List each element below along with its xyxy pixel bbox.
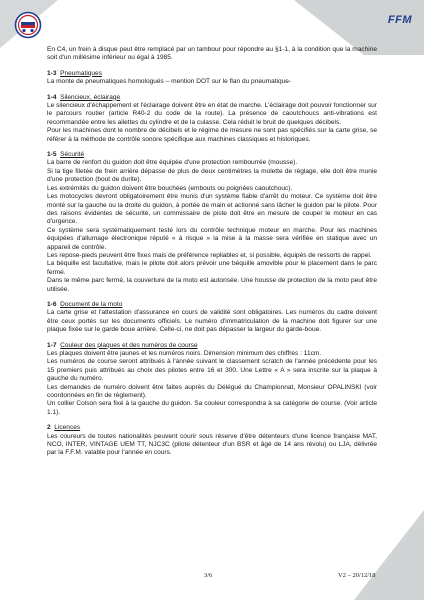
section-paragraph: Les motocycles devront obligatoirement être munis d'un système fiable d'arrêt du moteur. Ce système doit être monté sur la gauche ou la droite du guidon, à portée de main et actionné sans lâcher le guidon par le pilote. Pour des raisons évidentes de sécurité, un commissaire de piste doit être en mesure de couper le moteur en cas d'urgence. (47, 193, 377, 226)
section-heading (47, 424, 377, 432)
section-number: 2 (47, 424, 51, 432)
section-heading (47, 70, 377, 78)
section-heading (47, 301, 377, 309)
section-number: 1-5 (47, 151, 57, 159)
section-number: 1-4 (47, 93, 57, 101)
intro-paragraph: En C4, un frein à disque peut être remplacé par un tambour pour répondre au §1-1, à la condition que la machine soit d'un millésime inférieur ou égal à 1985. (47, 46, 377, 62)
section (47, 301, 377, 335)
section-paragraph: Pour les machines dont le nombre de décibels et le régime de mesure ne sont pas spécifiés sur la carte grise, se référer à la méthode de contrôle sonore spécifique aux machines classiques et historiques. (47, 127, 377, 143)
section-paragraph: Les plaques doivent être jaunes et les numéros noirs. Dimension minimum des chiffres : 11cm. (47, 350, 322, 357)
section-paragraph: La béquille est facultative, mais le pilote doit alors prévoir une béquille amovible pour le placement dans le parc fermé. (47, 260, 377, 276)
section-paragraph: Si la tige filetée de frein arrière dépasse de plus de deux centimètres la molette de réglage, elle doit être munie d'une protection (bout de durite). (47, 167, 377, 184)
section-title: Sécurité (60, 151, 85, 159)
section-number: 1-7 (47, 341, 57, 349)
section-title: Document de la moto (60, 300, 123, 308)
section-paragraph: Ce système sera systématiquement testé lors du contrôle technique moteur en marche. Pour les machines équipées d'allumage électronique réputé « à risque » la mise à la masse sera vérifiée en statique avec un appareil de contrôle. (47, 226, 377, 251)
section (47, 424, 377, 458)
section (47, 94, 377, 144)
section-title: Couleur des plaques et des numéros de course (60, 341, 198, 349)
section (47, 70, 377, 87)
section-paragraph: La barre de renfort du guidon doit être équipée d'une protection rembourrée (mousse). (47, 159, 298, 167)
section-paragraph: Le silencieux d'échappement et l'éclairage doivent être en état de marche. L'éclairage doit pouvoir fonctionner sur le parcours routier (article R40-2 du code de la route). La présence de caoutchoucs anti-vibrations est recommandée entre les ailettes du cylindre et de la culasse. Cela réduit le bruit de quelques décibels. (47, 102, 377, 126)
federation-emblem-logo (14, 11, 42, 39)
section-paragraph: La monte de pneumatiques homologués – mention DOT sur le flan du pneumatique- (47, 78, 292, 86)
section-number: 1-3 (47, 69, 57, 77)
document-body (47, 46, 377, 458)
section-paragraph: Les numéros de course seront attribués à l'année suivant le classement scratch de l'année précédente pour les 15 premiers puis attribués au choix des pilotes entre 16 et 300. Une Lettre « A » sera inscrite sur la plaque à gauche du numéro. (47, 358, 377, 383)
section-paragraph: Les demandes de numéro doivent être faites auprès du Délégué du Championnat, Monsieur OPALINSKI (voir coordonnées en fin de règlement). (47, 383, 377, 400)
section-paragraph: Dans le même parc fermé, la couverture de la moto est autorisée. Une housse de protection de la moto peut être utilisée. (47, 277, 377, 293)
section-heading (47, 151, 377, 159)
section-title: Pneumatiques (60, 69, 102, 77)
section-paragraph: La carte grise et l'attestation d'assurance en cours de validité sont obligatoires. Les numéros du cadre doivent être ceux portés sur les documents officiels. Le numéro d'immatriculation de la machine doit figurer sur une plaque fixée sur le garde boue arrière. Celle-ci, ne doit pas dépasser la largeur du garde-boue. (47, 309, 377, 334)
ffm-logo: FFM (387, 14, 412, 26)
section-heading (47, 94, 377, 102)
corner-decoration-bottom-right (354, 510, 424, 600)
section-title: Licences (54, 424, 81, 432)
section-paragraph: Un collier Colson sera fixé à la gauche du guidon. Sa couleur correspondra à sa catégorie de course. (Voir article 1.1). (47, 400, 377, 416)
section (47, 151, 377, 294)
section (47, 342, 377, 418)
page-number: 3/6 (204, 572, 213, 579)
section-number: 1-6 (47, 300, 57, 308)
document-version: V2 – 20/12/18 (338, 572, 376, 579)
section-paragraph: Les extrémités du guidon doivent être bouchées (embouts ou poignées caoutchouc). (47, 184, 293, 192)
section-heading (47, 342, 377, 350)
section-paragraph: Les coureurs de toutes nationalités peuvent courir sous réserve d'être détenteurs d'une licence française MAT, NCO, INTER, VINTAGE UEM TT, NJC3C (pilote détenteur d'un BSR et âgé de 14 ans révolu) ou LJA, délivrée par la F.F.M. valable pour l'année en cours. (47, 432, 377, 457)
section-title: Silencieux, éclairage (60, 93, 121, 101)
section-paragraph: Les repose-pieds peuvent être fixes mais de préférence repliables et, si possible, équipés de ressorts de rappel. (47, 251, 372, 259)
